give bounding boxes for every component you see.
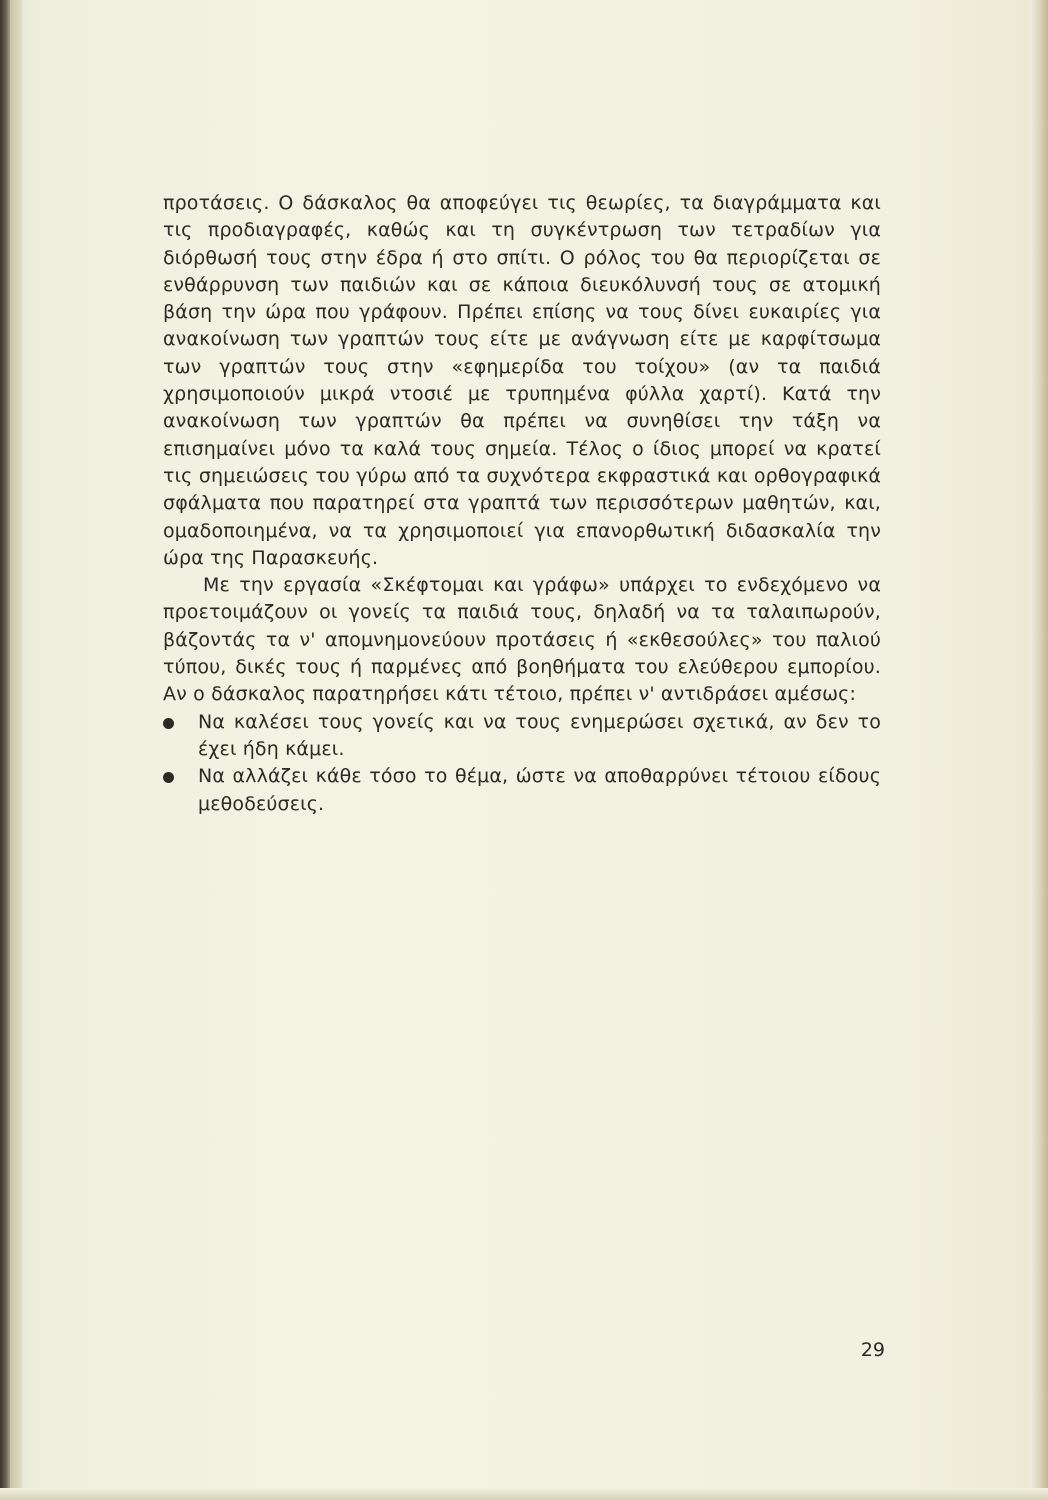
page-number: 29 xyxy=(860,1339,885,1361)
book-spine xyxy=(0,0,10,1500)
body-text xyxy=(163,190,881,818)
paragraph-parents-warning: Με την εργασία «Σκέφτομαι και γράφω» υπάρχει το ενδεχόμενο να προετοιμάζουν οι γονείς τα παιδιά τους, δηλαδή να τα ταλαιπωρούν, βάζοντάς τα ν' απομνημονεύουν προτάσεις ή «εκθεσούλες» του παλιού τύπου, δικές τους ή παρμένες από βοηθήματα του ελεύθερου εμπορίου. Αν ο δάσκαλος παρατηρήσει κάτι τέτοιο, πρέπει ν' αντιδράσει αμέσως: xyxy=(163,574,881,706)
bullet-icon xyxy=(163,772,174,783)
bullet-icon xyxy=(163,718,174,729)
page-edge-bottom xyxy=(0,1488,1048,1500)
list-item-text: Να αλλάζει κάθε τόσο το θέμα, ώστε να αποθαρρύνει τέτοιου είδους μεθοδεύσεις. xyxy=(198,765,881,815)
page-edge-right xyxy=(1030,0,1048,1500)
bullet-list xyxy=(163,709,881,818)
list-item xyxy=(163,763,881,818)
list-item-text: Να καλέσει τους γονείς και να τους ενημερώσει σχετικά, αν δεν το έχει ήδη κάμει. xyxy=(198,710,881,760)
list-item xyxy=(163,709,881,764)
paragraph-continued: προτάσεις. Ο δάσκαλος θα αποφεύγει τις θεωρίες, τα διαγράμματα και τις προδιαγραφές, καθώς και τη συγκέντρωση των τετραδίων για διόρθωσή τους στην έδρα ή στο σπίτι. Ο ρόλος του θα περιορίζεται σε ενθάρρυνση των παιδιών και σε κάποια διευκόλυνσή τους σε ατομική βάση την ώρα που γράφουν. Πρέπει επίσης να τους δίνει ευκαιρίες για ανακοίνωση των γραπτών τους είτε με ανάγνωση είτε με καρφίτσωμα των γραπτών τους στην «εφημερίδα του τοίχου» (αν τα παιδιά χρησιμοποιούν μικρά ντοσιέ με τρυπημένα φύλλα χαρτί). Κατά την ανακοίνωση των γραπτών θα πρέπει να συνηθίσει την τάξη να επισημαίνει μόνο τα καλά τους σημεία. Τέλος ο ίδιος μπορεί να κρατεί τις σημειώσεις του γύρω από τα συχνότερα εκφραστικά και ορθογραφικά σφάλματα που παρατηρεί στα γραπτά των περισσότερων μαθητών, και, ομαδοποιημένα, να τα χρησιμοποιεί για επανορθωτική διδασκαλία την ώρα της Παρασκευής. xyxy=(163,192,881,569)
gutter-shadow xyxy=(10,0,22,1500)
